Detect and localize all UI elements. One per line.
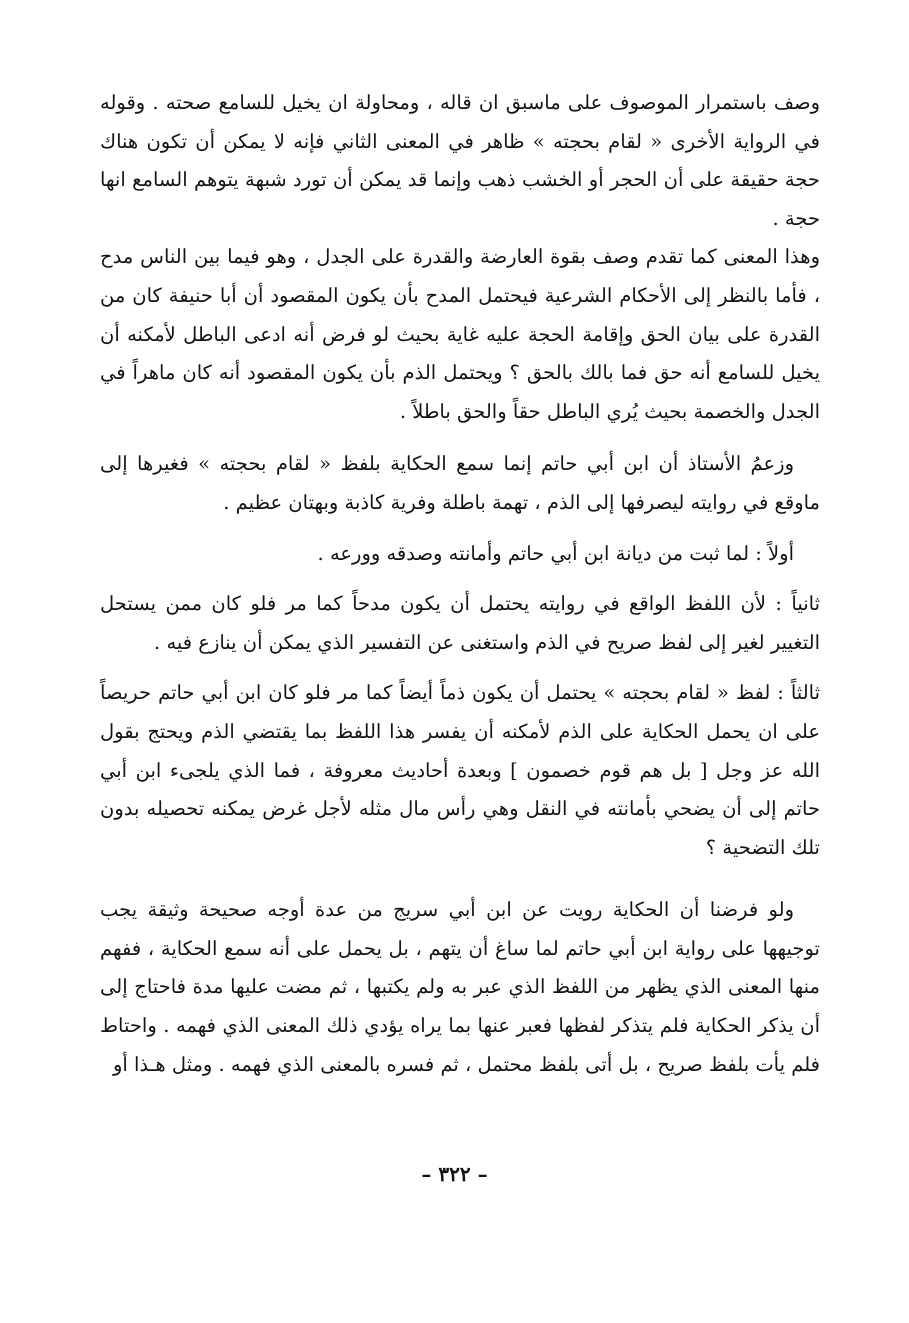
paragraph-3: وزعمُ الأستاذ أن ابن أبي حاتم إنما سمع الحكاية بلفظ « لقام بحجته » فغيرها إلى ماوقع في روايته ليصرفها إلى الذم ، تهمة باطلة وفرية كاذبة وبهتان عظيم . — [100, 452, 820, 514]
paragraph-4: أولاً : لما ثبت من ديانة ابن أبي حاتم وأمانته وصدقه وورعه . — [317, 541, 794, 565]
page-number: – ٣٢٢ – — [421, 1162, 488, 1186]
paragraph-6: ثالثاً : لفظ « لقام بحجته » يحتمل أن يكون ذماً أيضاً كما مر فلو كان ابن أبي حاتم حريصاً على ان يحمل الحكاية على الذم لأمكنه أن يفسر هذا اللفظ بما يقتضي الذم ويحتج بقول الله عز وجل [ بل هم قوم خصمون ] وبعدة أحاديث معروفة ، فما الذي يلجىء ابن أبي حاتم إلى أن يضحي بأمانته في النقل وهي رأس مال مثله لأجل غرض يمكنه تحصيله بدون تلك التضحية ؟ — [100, 681, 820, 859]
body-text — [100, 84, 820, 1084]
paragraph-7: ولو فرضنا أن الحكاية رويت عن ابن أبي سريج من عدة أوجه صحيحة وثيقة يجب توجيهها على رواية ابن أبي حاتم لما ساغ أن يتهم ، بل يحمل على أنه سمع الحكاية ، ففهم منها المعنى الذي يظهر من اللفظ الذي عبر به ولم يكتبها ، ثم مضت عليها مدة فاحتاج إلى أن يذكر الحكاية فلم يتذكر لفظها فعبر عنها بما يراه يؤدي ذلك المعنى الذي فهمه . واحتاط فلم يأت بلفظ صريح ، بل أتى بلفظ محتمل ، ثم فسره بالمعنى الذي فهمه . ومثل هـذا أو — [100, 898, 820, 1076]
paragraph-5: ثانياً : لأن اللفظ الواقع في روايته يحتمل أن يكون مدحاً كما مر فلو كان ممن يستحل التغيير لغير إلى لفظ صريح في الذم واستغنى عن التفسير الذي يمكن أن ينازع فيه . — [100, 592, 820, 654]
paragraph-2: وهذا المعنى كما تقدم وصف بقوة العارضة والقدرة على الجدل ، وهو فيما بين الناس مدح ، فأما بالنظر إلى الأحكام الشرعية فيحتمل المدح بأن يكون المقصود أن أبا حنيفة كان من القدرة على بيان الحق وإقامة الحجة عليه غاية بحيث لو فرض أنه ادعى الباطل لأمكنه أن يخيل للسامع أنه حق فما بالك بالحق ؟ ويحتمل الذم بأن يكون المقصود أنه كان ماهراً في الجدل والخصمة بحيث يُري الباطل حقاً والحق باطلاً . — [100, 245, 820, 423]
paragraph-1: وصف باستمرار الموصوف على ماسبق ان قاله ، ومحاولة ان يخيل للسامع صحته . وقوله في الرواية الأخرى « لقام بحجته » ظاهر في المعنى الثاني فإنه لا يمكن أن تكون هناك حجة حقيقة على أن الحجر أو الخشب ذهب وإنما قد يمكن أن تورد شبهة يتوهم السامع انها حجة . — [100, 91, 820, 230]
